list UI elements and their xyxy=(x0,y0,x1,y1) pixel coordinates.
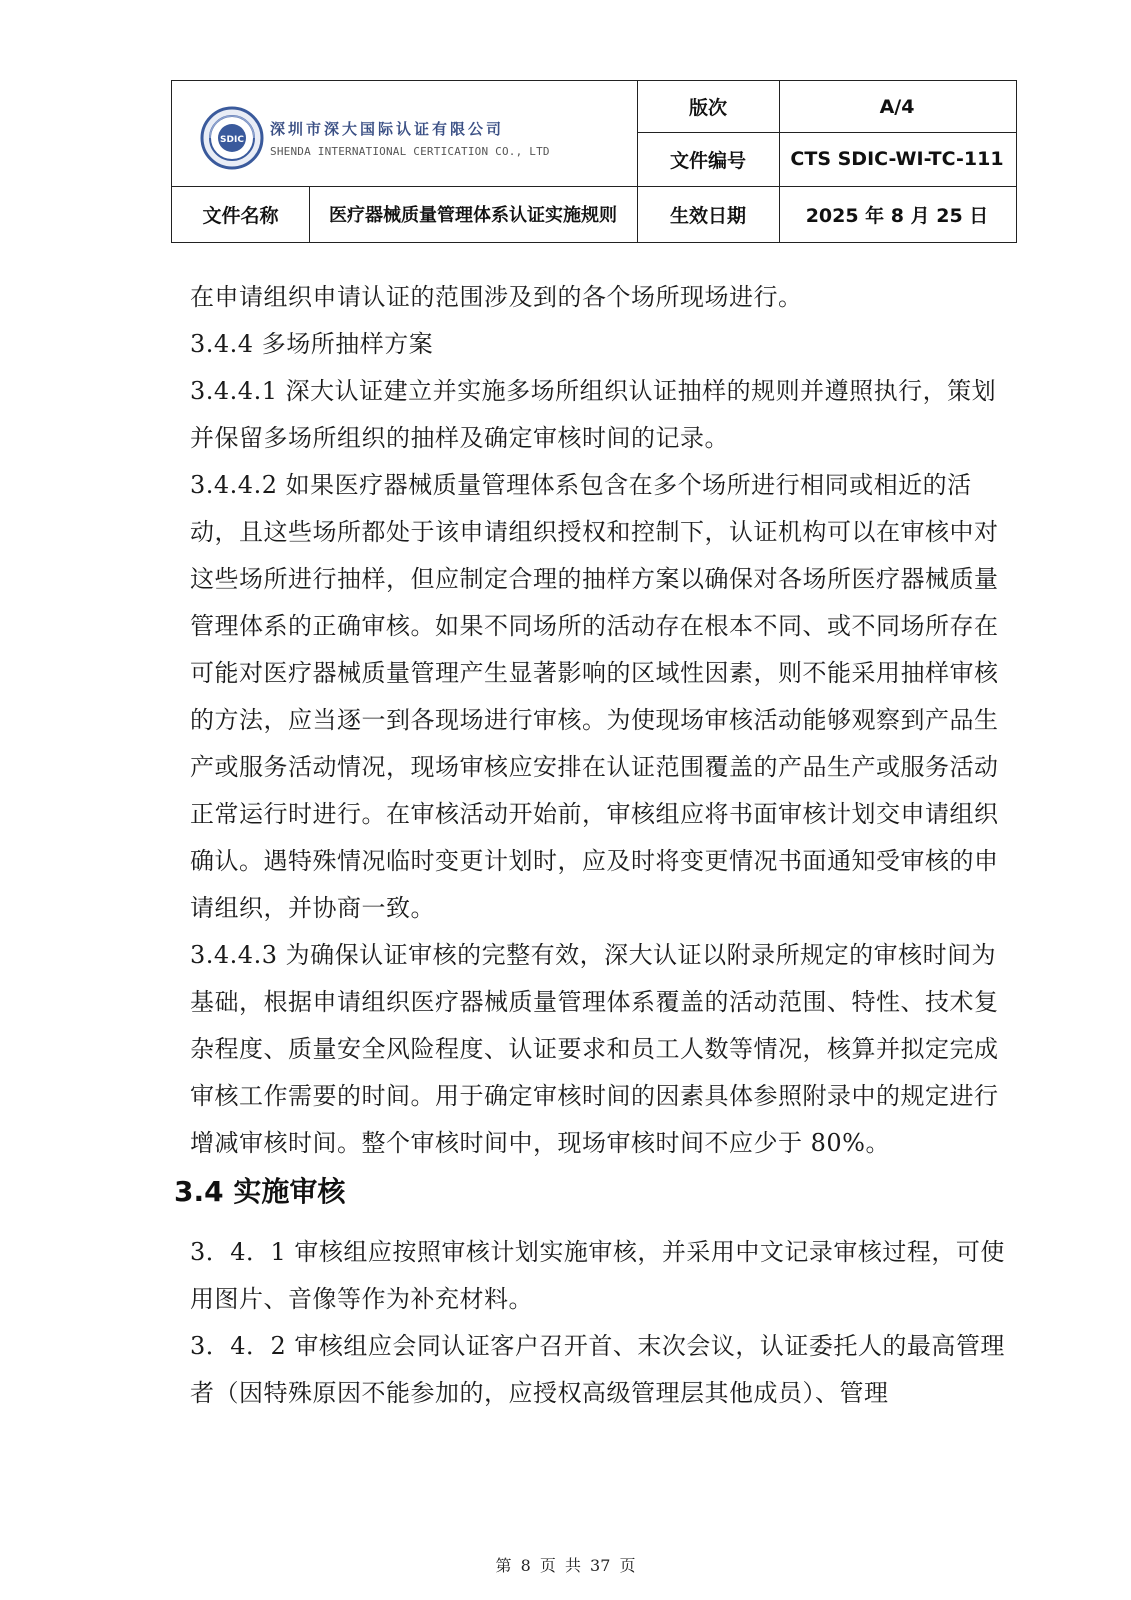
paragraph: 3.4.4.2 如果医疗器械质量管理体系包含在多个场所进行相同或相近的活动，且这些场所都处于该申请组织授权和控制下，认证机构可以在审核中对这些场所进行抽样，但应制定合理的抽样方案以确保对各场所医疗器械质量管理体系的正确审核。如果不同场所的活动存在根本不同、或不同场所存在可能对医疗器械质量管理产生显著影响的区域性因素，则不能采用抽样审核的方法，应当逐一到各现场进行审核。为使现场审核活动能够观察到产品生产或服务活动情况，现场审核应安排在认证范围覆盖的产品生产或服务活动正常运行时进行。在审核活动开始前，审核组应将书面审核计划交申请组织确认。遇特殊情况临时变更计划时，应及时将变更情况书面通知受审核的申请组织，并协商一致。 xyxy=(190,471,999,922)
subsection-title: 3.4.4 多场所抽样方案 xyxy=(190,330,434,358)
paragraph: 3．4．1 审核组应按照审核计划实施审核，并采用中文记录审核过程，可使用图片、音像等作为补充材料。 xyxy=(190,1238,1005,1313)
paragraph: 在申请组织申请认证的范围涉及到的各个场所现场进行。 xyxy=(190,283,803,311)
version-value: A/4 xyxy=(879,95,915,118)
logo-monogram: SDIC xyxy=(220,135,244,145)
version-label: 版次 xyxy=(688,97,727,119)
company-name-cn: 深圳市深大国际认证有限公司 xyxy=(270,120,505,138)
paragraph: 3.4.4.1 深大认证建立并实施多场所组织认证抽样的规则并遵照执行，策划并保留多场所组织的抽样及确定审核时间的记录。 xyxy=(190,377,997,452)
section-heading: 3.4 实施审核 xyxy=(174,1175,346,1208)
effective-date-label: 生效日期 xyxy=(669,204,746,227)
doc-number-value: CTS SDIC-WI-TC-111 xyxy=(790,148,1004,170)
paragraph: 3.4.4.3 为确保认证审核的完整有效，深大认证以附录所规定的审核时间为基础，根据申请组织医疗器械质量管理体系覆盖的活动范围、特性、技术复杂程度、质量安全风险程度、认证要求和员工人数等情况，核算并拟定完成审核工作需要的时间。用于确定审核时间的因素具体参照附录中的规定进行增减审核时间。整个审核时间中，现场审核时间不应少于 80%。 xyxy=(190,941,999,1157)
company-seal-icon xyxy=(200,106,264,170)
paragraph: 3．4．2 审核组应会同认证客户召开首、末次会议，认证委托人的最高管理者（因特殊原因不能参加的，应授权高级管理层其他成员）、管理 xyxy=(190,1332,1005,1407)
company-logo xyxy=(200,103,640,173)
doc-number-label: 文件编号 xyxy=(669,149,746,172)
effective-date-value: 2025 年 8 月 25 日 xyxy=(805,204,989,227)
document-body xyxy=(174,274,1015,1417)
page-number: 第 8 页 共 37 页 xyxy=(495,1556,636,1575)
doc-name-label: 文件名称 xyxy=(202,204,279,227)
company-name-en: SHENDA INTERNATIONAL CERTICATION CO., LTD xyxy=(270,145,550,158)
doc-name-value: 医疗器械质量管理体系认证实施规则 xyxy=(329,205,617,226)
document-header-table xyxy=(171,80,1017,243)
